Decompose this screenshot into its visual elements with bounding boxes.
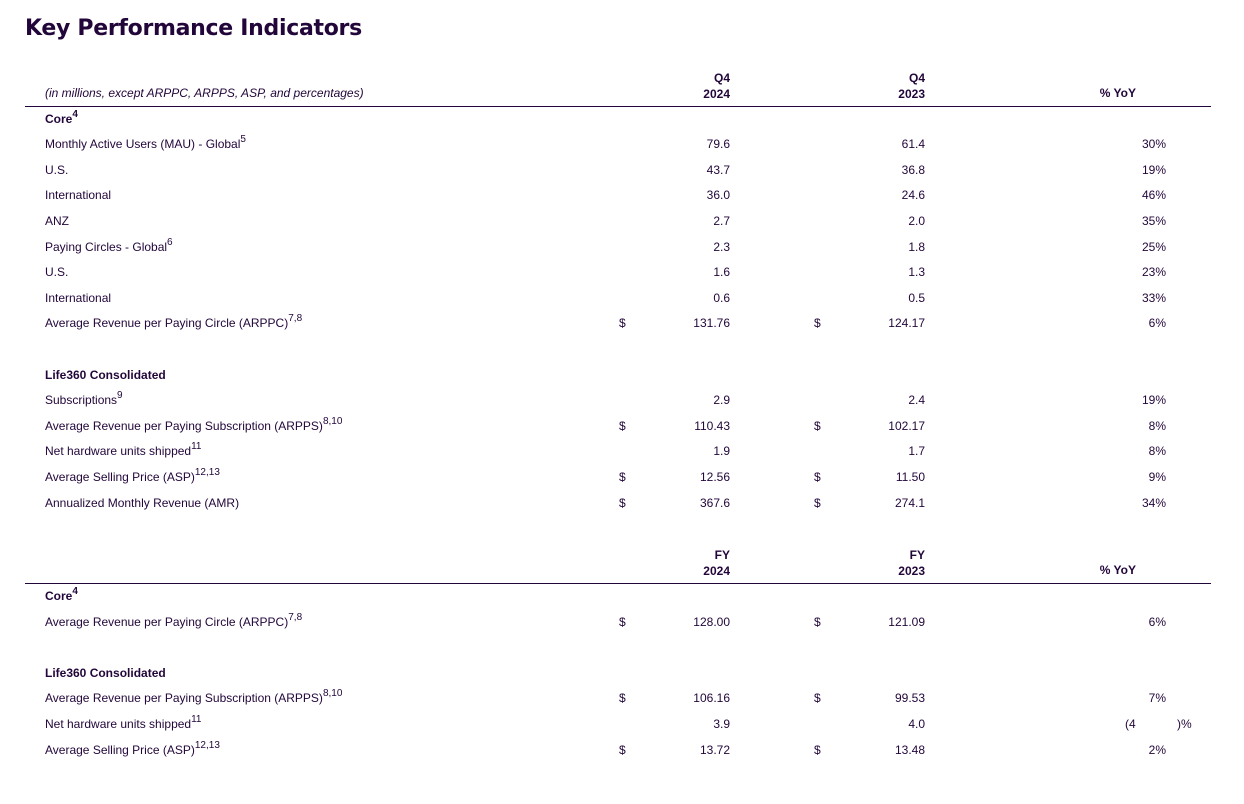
footnote-ref: 4 [72, 586, 78, 597]
yoy-change: 9% [1148, 470, 1166, 484]
currency-symbol: $ [814, 470, 821, 484]
row-label-text: U.S. [45, 265, 69, 279]
table-row [0, 391, 1244, 411]
table-row [0, 212, 1244, 232]
row-label [45, 586, 78, 603]
row-label [45, 134, 246, 151]
currency-symbol: $ [619, 743, 626, 757]
footnote-ref: 9 [117, 390, 123, 401]
yoy-change: 46% [1141, 188, 1166, 202]
row-label [45, 237, 173, 254]
col-header-line1: Q4 [713, 71, 730, 85]
yoy-change: 23% [1141, 265, 1166, 279]
currency-symbol: $ [814, 419, 821, 433]
page-title: Key Performance Indicators [25, 16, 362, 41]
prior-period-value: 274.1 [894, 496, 925, 510]
currency-symbol: $ [814, 316, 821, 330]
row-label-text: Core [45, 589, 73, 603]
row-label-text: Average Revenue per Paying Circle (ARPPC) [45, 615, 289, 629]
row-label [45, 496, 239, 510]
footnote-ref: 6 [167, 237, 173, 248]
table-row [0, 468, 1244, 488]
prior-period-value: 121.09 [888, 615, 925, 629]
footnote-ref: 7,8 [288, 612, 303, 623]
yoy-change: 34% [1141, 496, 1166, 510]
current-period-value: 79.6 [706, 137, 730, 151]
yoy-change: 19% [1141, 163, 1166, 177]
row-label [45, 688, 343, 705]
yoy-change-negative-suffix: )% [1177, 717, 1192, 731]
row-label-text: International [45, 291, 112, 305]
row-label [45, 666, 166, 680]
header-rule [25, 583, 1211, 584]
table-row [0, 263, 1244, 283]
prior-period-value: 2.4 [908, 393, 925, 407]
prior-period-value: 1.8 [908, 240, 925, 254]
row-label-text: Core [45, 112, 73, 126]
current-period-value: 2.9 [713, 393, 730, 407]
row-label-text: Monthly Active Users (MAU) - Global [45, 137, 241, 151]
yoy-change: 35% [1141, 214, 1166, 228]
col-header-line2: 2023 [898, 564, 925, 578]
row-label [45, 313, 303, 330]
yoy-change: 19% [1141, 393, 1166, 407]
yoy-change: 33% [1141, 291, 1166, 305]
prior-period-value: 24.6 [901, 188, 925, 202]
currency-symbol: $ [619, 691, 626, 705]
current-period-value: 12.56 [699, 470, 730, 484]
col-header-fy-2023 [898, 547, 925, 579]
row-label-text: Average Revenue per Paying Subscription (ARPPS) [45, 691, 323, 705]
current-period-value: 0.6 [713, 291, 730, 305]
prior-period-value: 36.8 [901, 163, 925, 177]
col-header-q4-2023 [898, 70, 925, 102]
col-header-line2: 2024 [703, 564, 730, 578]
row-label [45, 163, 68, 177]
prior-period-value: 102.17 [888, 419, 925, 433]
col-header-line2: 2024 [703, 87, 730, 101]
row-label-text: Average Revenue per Paying Subscription (ARPPS) [45, 419, 323, 433]
prior-period-value: 99.53 [894, 691, 925, 705]
table-row [0, 494, 1244, 514]
row-label [45, 188, 111, 202]
row-label-text: Average Revenue per Paying Circle (ARPPC) [45, 316, 289, 330]
current-period-value: 2.7 [713, 214, 730, 228]
row-label [45, 740, 220, 757]
row-label-text: ANZ [45, 214, 69, 228]
table-row [0, 715, 1244, 735]
section-heading-row [0, 366, 1244, 386]
row-label [45, 441, 202, 458]
col-header-line1: FY [714, 548, 730, 562]
col-header-line2: 2023 [898, 87, 925, 101]
col-header-fy-2024 [703, 547, 730, 579]
current-period-value: 36.0 [706, 188, 730, 202]
header-rule [25, 106, 1211, 107]
row-label-text: International [45, 188, 112, 202]
currency-symbol: $ [814, 691, 821, 705]
footnote-ref: 8,10 [322, 416, 343, 427]
table-row [0, 238, 1244, 258]
row-label [45, 714, 202, 731]
table-row [0, 135, 1244, 155]
currency-symbol: $ [619, 496, 626, 510]
col-header-line1: Q4 [908, 71, 925, 85]
col-header-line1: FY [909, 548, 925, 562]
current-period-value: 3.9 [713, 717, 730, 731]
current-period-value: 110.43 [694, 419, 730, 433]
row-label-text: U.S. [45, 163, 69, 177]
footnote-ref: 11 [191, 441, 202, 452]
row-label-text: Life360 Consolidated [45, 368, 166, 382]
row-label-text: Average Selling Price (ASP) [45, 470, 195, 484]
col-header-q4-2024 [703, 70, 730, 102]
row-label [45, 416, 343, 433]
footnote-ref: 5 [240, 134, 246, 145]
prior-period-value: 124.17 [888, 316, 925, 330]
yoy-change-negative: (4 [1125, 717, 1136, 731]
row-label-text: Life360 Consolidated [45, 666, 166, 680]
row-label-text: Paying Circles - Global [45, 240, 168, 254]
section-heading-row [0, 664, 1244, 684]
row-label-text: Net hardware units shipped [45, 717, 192, 731]
current-period-value: 131.76 [693, 316, 730, 330]
row-label [45, 612, 303, 629]
current-period-value: 2.3 [713, 240, 730, 254]
current-period-value: 106.16 [693, 691, 730, 705]
current-period-value: 13.72 [699, 743, 730, 757]
current-period-value: 1.6 [713, 265, 730, 279]
row-label [45, 368, 166, 382]
current-period-value: 128.00 [693, 615, 730, 629]
table-row [0, 186, 1244, 206]
yoy-change: 8% [1148, 419, 1166, 433]
footnote-ref: 11 [191, 714, 202, 725]
row-label [45, 467, 220, 484]
current-period-value: 43.7 [706, 163, 730, 177]
section-heading-row [0, 110, 1244, 130]
row-label [45, 291, 111, 305]
yoy-change: 6% [1148, 316, 1166, 330]
row-label-text: Average Selling Price (ASP) [45, 743, 195, 757]
currency-symbol: $ [814, 743, 821, 757]
currency-symbol: $ [619, 316, 626, 330]
table-row [0, 161, 1244, 181]
col-header-yoy: % YoY [1099, 563, 1136, 577]
prior-period-value: 1.7 [908, 444, 925, 458]
yoy-change: 6% [1148, 615, 1166, 629]
currency-symbol: $ [619, 419, 626, 433]
current-period-value: 1.9 [713, 444, 730, 458]
prior-period-value: 11.50 [895, 470, 925, 484]
units-note: (in millions, except ARPPC, ARPPS, ASP, and percentages) [45, 86, 364, 100]
table-row [0, 613, 1244, 633]
footnote-ref: 12,13 [194, 740, 220, 751]
yoy-change: 25% [1141, 240, 1166, 254]
prior-period-value: 2.0 [908, 214, 925, 228]
section-heading-row [0, 587, 1244, 607]
currency-symbol: $ [814, 615, 821, 629]
footnote-ref: 7,8 [288, 313, 303, 324]
table-row [0, 689, 1244, 709]
row-label [45, 109, 78, 126]
prior-period-value: 13.48 [894, 743, 925, 757]
currency-symbol: $ [619, 615, 626, 629]
yoy-change: 7% [1148, 691, 1166, 705]
table-row [0, 442, 1244, 462]
current-period-value: 367.6 [699, 496, 730, 510]
footnote-ref: 4 [72, 109, 78, 120]
prior-period-value: 1.3 [908, 265, 925, 279]
row-label-text: Annualized Monthly Revenue (AMR) [45, 496, 240, 510]
table-row [0, 289, 1244, 309]
prior-period-value: 4.0 [908, 717, 925, 731]
yoy-change: 2% [1148, 743, 1166, 757]
footnote-ref: 12,13 [194, 467, 220, 478]
table-row [0, 417, 1244, 437]
col-header-yoy: % YoY [1099, 86, 1136, 100]
yoy-change: 30% [1141, 137, 1166, 151]
prior-period-value: 0.5 [908, 291, 925, 305]
currency-symbol: $ [814, 496, 821, 510]
currency-symbol: $ [619, 470, 626, 484]
table-row [0, 741, 1244, 761]
row-label-text: Subscriptions [45, 393, 118, 407]
row-label [45, 390, 123, 407]
yoy-change: 8% [1148, 444, 1166, 458]
row-label [45, 214, 69, 228]
row-label-text: Net hardware units shipped [45, 444, 192, 458]
table-row [0, 314, 1244, 334]
prior-period-value: 61.4 [901, 137, 925, 151]
row-label [45, 265, 68, 279]
footnote-ref: 8,10 [322, 688, 343, 699]
